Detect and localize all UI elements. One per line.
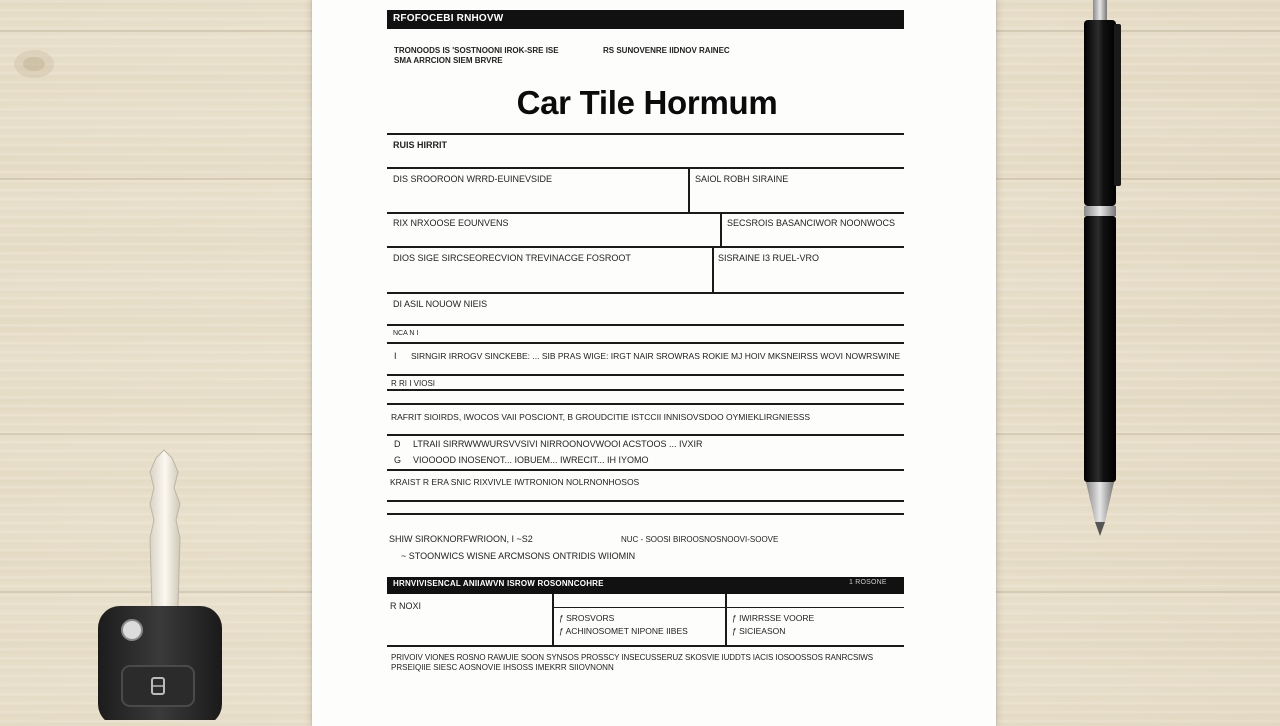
row1-right-text: SAIOL ROBH SIRAINE [695,174,789,184]
bottom-right-line2: ƒ SICIEASON [732,626,786,636]
bottom-mid-line2: ƒ ACHINOSOMET NIPONE IIBES [559,626,688,636]
pen [1081,0,1121,540]
bottom-section-bar [387,577,904,594]
rule [387,513,904,515]
top-left-line2: SMA ARRCION SIEM BRVRE [394,56,503,65]
vertical-divider [552,594,554,646]
rule [387,246,904,248]
list-item2-number: G [394,455,402,465]
rule [387,645,904,647]
row10-right-text: NUC - SOOSI BIROOSNOSNOOVI-SOOVE [621,535,779,544]
row3-right-text: SISRAINE I3 RUEL-VRO [718,253,820,263]
list-item2-text: VIOOOOD INOSENOT... IOBUEM... IWRECIT... IH IYOMO [413,455,649,465]
row5-text: NCA N I [393,330,419,337]
vertical-divider [720,213,722,247]
wood-knot [8,44,60,84]
row7-text: R RI I VIOSI [391,379,436,388]
footer-line1: PRIVOIV VIONES ROSNO RAWUIE SOON SYNSOS PROSSCY INSECUSSERUZ SKOSVIE IUDDTS IACIS IOSOOSSOS RANRCSIWS [391,653,873,662]
rule [387,167,904,169]
car-title-form [387,0,904,720]
row2-right-text: SECSROIS BASANCIWOR NOONWOCS [727,218,896,228]
bottom-left-label: R NOXI [390,601,422,611]
rule [387,212,904,214]
form-header-text: RFOFOCEBI RNHOVW [393,13,504,24]
bottom-right-line1: ƒ IWIRRSSE VOORE [732,613,815,623]
list-item1-number: D [394,439,401,449]
top-left-line1: TRONOODS IS 'SOSTNOONI IROK-SRE ISE [394,46,559,55]
bottom-bar-right-text: 1 ROSONE [849,579,887,586]
section1-label: RUIS HIRRIT [393,140,447,150]
rule [387,469,904,471]
row10-left-text: SHIW SIROKNORFWRIOON, I ~S2 [389,534,533,544]
rule [387,500,904,502]
row11-text: ~ STOONWICS WISNE ARCMSONS ONTRIDIS WIIOMIN [401,551,636,561]
list-item1-text: LTRAII SIRRWWWURSVVSIVI NIRROONOVWOOI ACSTOOS ... IVXIR [413,439,703,449]
top-right-line1: RS SUNOVENRE IIDNOV RAINEC [603,46,730,55]
vertical-divider [712,247,714,293]
row6-text: SIRNGIR IRROGV SINCKEBE: ... SIB PRAS WIGE: IRGT NAIR SROWRAS ROKIE MJ HOIV MKSNEIRSS WOVI NOWRSWINE [411,351,901,361]
car-key-fob [96,448,226,720]
rule [387,133,904,135]
footer-line2: PRSEIQIIE SIESC AOSNOVIE IHSOSS IMEKRR SIIOVNONN [391,663,614,672]
rule [553,607,904,608]
vertical-divider [725,594,727,646]
row6-number: I [394,351,397,361]
rule [387,342,904,344]
rule [387,374,904,376]
vertical-divider [688,168,690,213]
row3-left-text: DIOS SIGE SIRCSEORECVION TREVINACGE FOSROOT [393,253,631,263]
rule [387,292,904,294]
rule [387,403,904,405]
rule [387,324,904,326]
form-title: Car Tile Hormum [516,84,778,121]
row4-left-text: DI ASIL NOUOW NIEIS [393,299,488,309]
form-header-bar [387,10,904,29]
rule [387,434,904,436]
bottom-bar-text: HRNVIVISENCAL ANIIAWVN ISROW ROSONNCOHRE [393,579,604,588]
rule [387,389,904,391]
row2-left-text: RIX NRXOOSE EOUNVENS [393,218,509,228]
row1-left-text: DIS SROOROON WRRD-EUINEVSIDE [393,174,553,184]
row8-text: RAFRIT SIOIRDS, IWOCOS VAII POSCIONT, B GROUDCITIE ISTCCII INNISOVSDOO OYMIEKLIRGNIESSS [391,412,811,422]
row9-text: KRAIST R ERA SNIC RIXVIVLE IWTRONION NOLRNONHOSOS [390,477,640,487]
bottom-mid-line1: ƒ SROSVORS [559,613,615,623]
